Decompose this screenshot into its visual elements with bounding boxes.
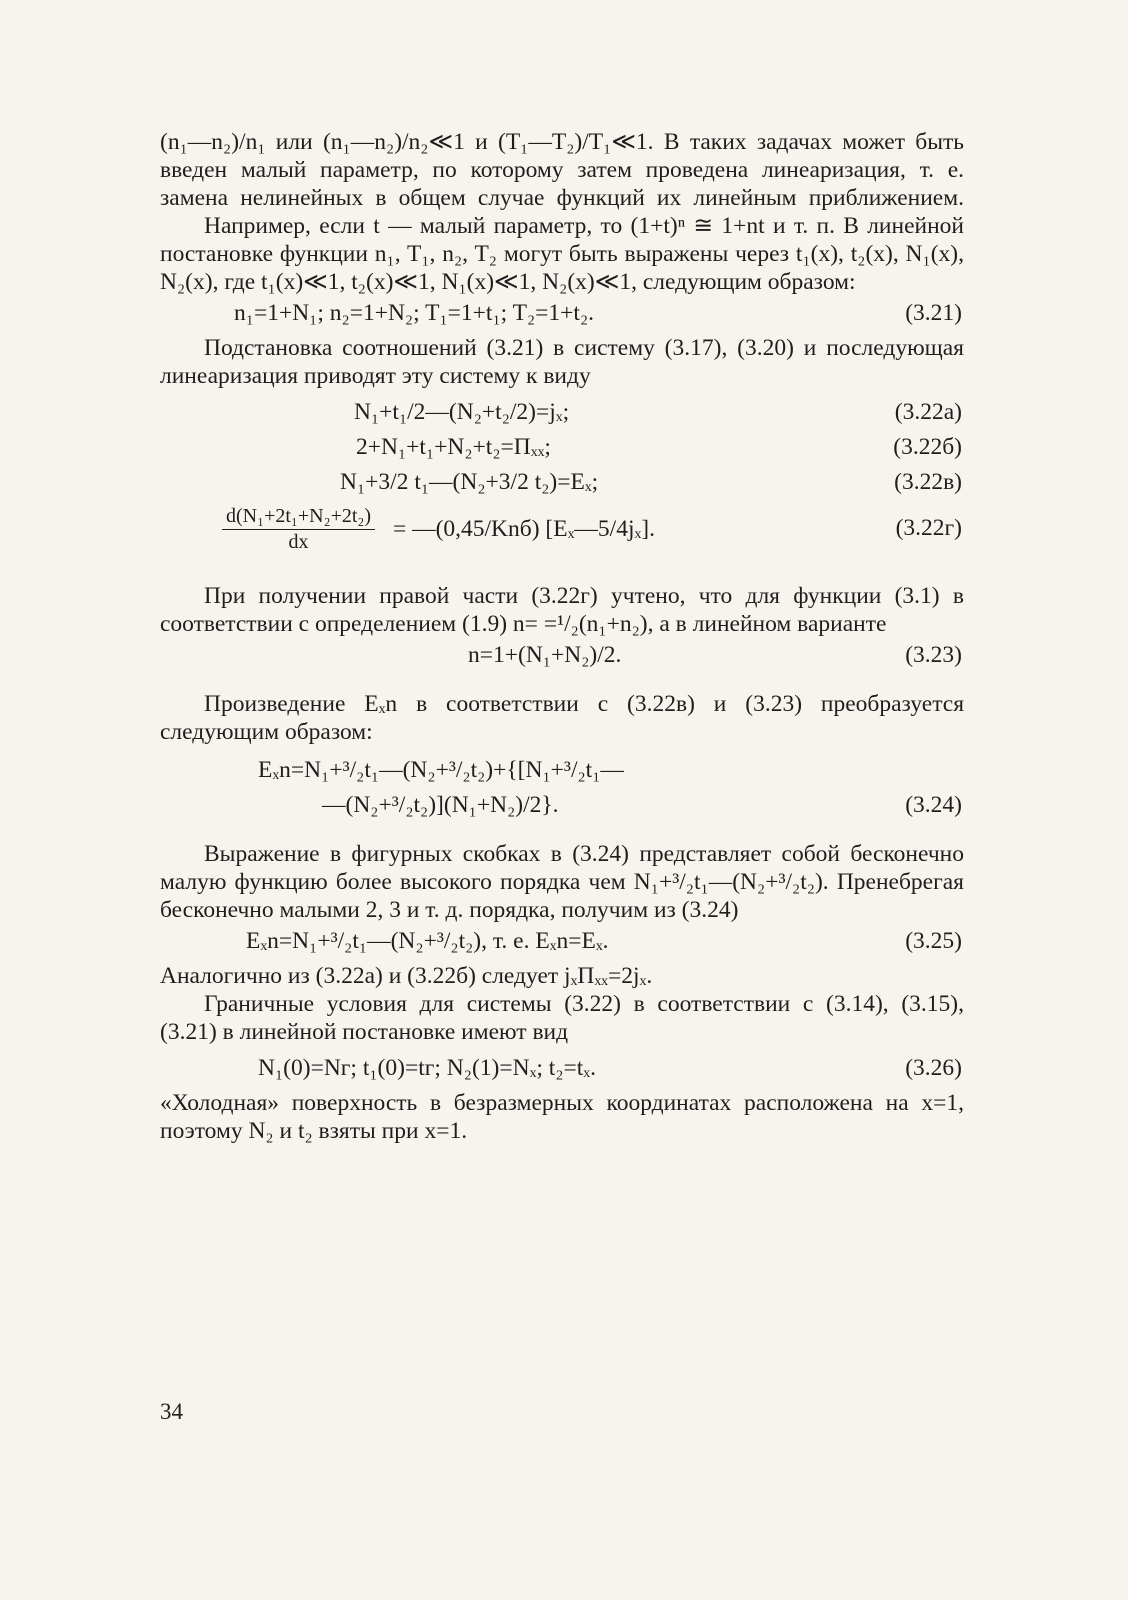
derivative-fraction [222, 504, 375, 554]
paragraph-2: Например, если t — малый параметр, то (1+t)ⁿ ≅ 1+nt и т. п. В линейной постановке функции n₁, T₁, n₂, T₂ могут быть выражены через t₁(x), t₂(x), N₁(x), N₂(x), где t₁(x)≪1, t₂(x)≪1, N₁(x)≪1, N₂(x)≪1, следующим образом: [160, 213, 964, 295]
paragraph-5: Произведение Eₓn в соответствии с (3.22в) и (3.23) преобразуется следующим образом: [160, 691, 964, 745]
equation-formula: n=1+(N₁+N₂)/2. [468, 642, 622, 668]
equation-3-25 [160, 927, 964, 959]
equation-3-21 [160, 299, 964, 331]
equation-3-24-line2 [160, 791, 964, 823]
paragraph-9: «Холодная» поверхность в безразмерных координатах расположена на x=1, поэтому N₂ и t₂ взяты при x=1. [160, 1090, 964, 1144]
equation-3-22b [160, 433, 964, 465]
paragraph-8: Граничные условия для системы (3.22) в соответствии с (3.14), (3.15), (3.21) в линейной постановке имеют вид [160, 991, 964, 1045]
equation-number: (3.22в) [894, 469, 962, 495]
equation-formula: —(N₂+³/₂t₂)](N₁+N₂)/2}. [322, 792, 559, 818]
fraction-numerator: d(N₁+2t₁+N₂+2t₂) [222, 504, 375, 530]
equation-formula: 2+N₁+t₁+N₂+t₂=Πₓₓ; [356, 434, 551, 460]
paragraph-1: (n₁—n₂)/n₁ или (n₁—n₂)/n₂≪1 и (T₁—T₂)/T₁≪1. В таких задачах может быть введен малый параметр, по которому затем проведена линеаризация, т. е. замена нелинейных в общем случае функций их линейным приближением. [160, 129, 964, 211]
equation-rhs: = —(0,45/Knб) [Eₓ—5/4jₓ]. [392, 516, 655, 542]
equation-3-22a [160, 398, 964, 430]
equation-number: (3.21) [905, 300, 962, 326]
equation-formula: Eₓn=N₁+³/₂t₁—(N₂+³/₂t₂), т. е. Eₓn=Eₓ. [246, 928, 609, 954]
equation-3-26 [160, 1054, 964, 1086]
page-number: 34 [160, 1399, 183, 1424]
equation-formula: Eₓn=N₁+³/₂t₁—(N₂+³/₂t₂)+{[N₁+³/₂t₁— [258, 757, 624, 783]
equation-formula: N₁+t₁/2—(N₂+t₂/2)=jₓ; [354, 399, 570, 425]
fraction-denominator: dx [288, 531, 309, 553]
equation-number: (3.23) [905, 642, 962, 668]
equation-3-23 [160, 641, 964, 673]
equation-formula: N₁+3/2 t₁—(N₂+3/2 t₂)=Eₓ; [340, 469, 599, 495]
equation-3-22v [160, 468, 964, 500]
paragraph-7: Аналогично из (3.22а) и (3.22б) следует jₓΠₓₓ=2jₓ. [160, 963, 653, 989]
spacer [160, 568, 964, 582]
equation-number: (3.24) [905, 792, 962, 818]
equation-number: (3.26) [905, 1055, 962, 1081]
paragraph-6: Выражение в фигурных скобках в (3.24) представляет собой бесконечно малую функцию более высокого порядка чем N₁+³/₂t₁—(N₂+³/₂t₂). Пренебрегая бесконечно малыми 2, 3 и т. д. порядка, получим из (3.24) [160, 841, 964, 923]
paragraph-3: Подстановка соотношений (3.21) в систему (3.17), (3.20) и последующая линеаризация приводят эту систему к виду [160, 335, 964, 389]
equation-number: (3.22б) [893, 434, 962, 460]
equation-formula [222, 504, 655, 554]
page-text-block [160, 128, 964, 1145]
equation-3-24-line1 [160, 756, 964, 788]
equation-number: (3.22а) [894, 399, 962, 425]
spacer [160, 676, 964, 690]
equation-formula: N₁(0)=Nг; t₁(0)=tг; N₂(1)=Nₓ; t₂=tₓ. [258, 1055, 596, 1081]
spacer [160, 826, 964, 840]
equation-number: (3.22г) [895, 515, 962, 541]
paragraph-4: При получении правой части (3.22г) учтено, что для функции (3.1) в соответствии с определением (1.9) n= =¹/₂(n₁+n₂), а в линейном варианте [160, 583, 964, 637]
equation-formula: n₁=1+N₁; n₂=1+N₂; T₁=1+t₁; T₂=1+t₂. [234, 300, 595, 326]
equation-3-22g [160, 504, 964, 558]
equation-number: (3.25) [905, 928, 962, 954]
